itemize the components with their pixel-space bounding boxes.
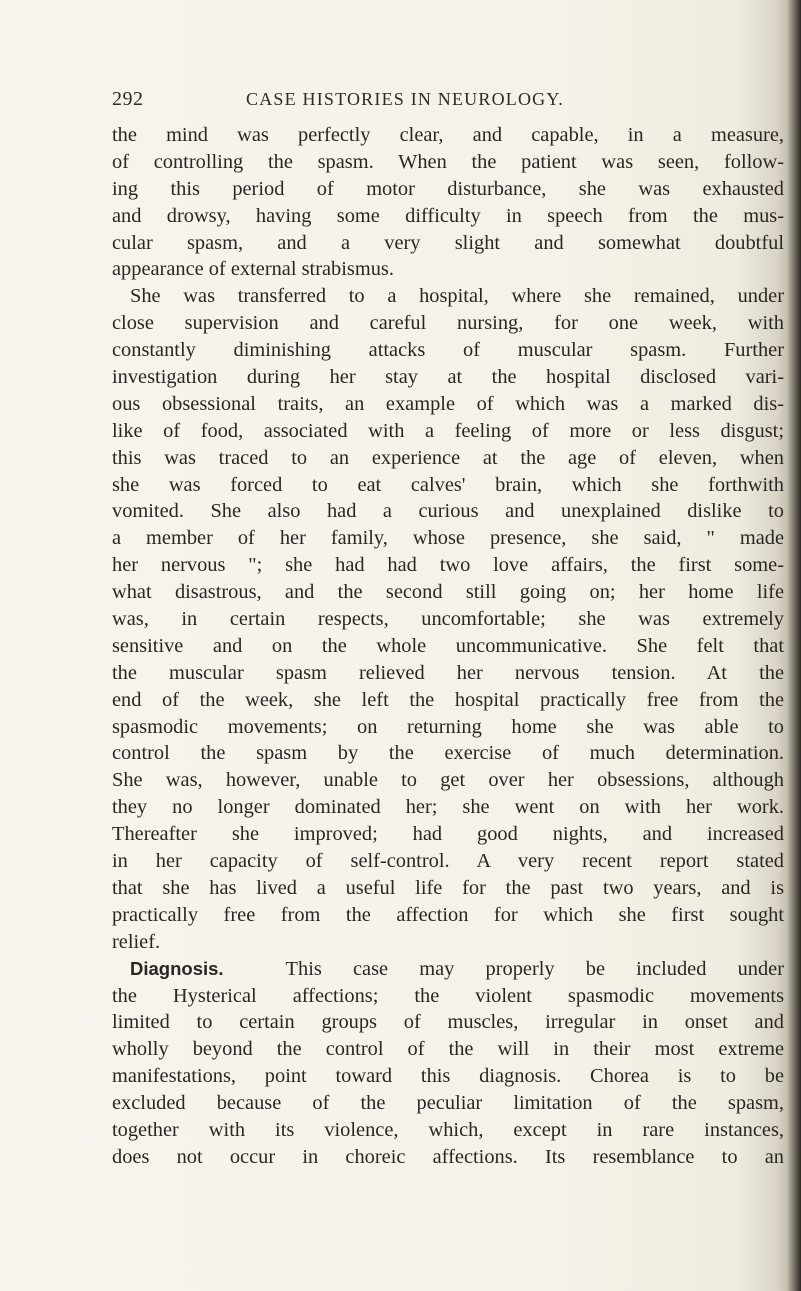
text-line: the Hysterical affections; the violent spasmodic movements <box>112 984 784 1007</box>
text-line: limited to certain groups of muscles, irregular in onset and <box>112 1011 784 1034</box>
text-line: wholly beyond the control of the will in their most extreme <box>112 1038 784 1061</box>
text-line: they no longer dominated her; she went on with her work. <box>112 796 784 819</box>
text-line: control the spasm by the exercise of much determination. <box>112 742 784 765</box>
text-line <box>112 956 784 983</box>
text-line: of controlling the spasm. When the patient was seen, follow- <box>112 150 784 173</box>
text-line: like of food, associated with a feeling of more or less disgust; <box>112 419 784 442</box>
text-line: close supervision and careful nursing, for one week, with <box>112 312 784 335</box>
text-line-rest: This case may properly be included under <box>285 957 784 980</box>
running-head: CASE HISTORIES IN NEUROLOGY. <box>246 89 564 109</box>
paragraph-diagnosis <box>112 956 784 1171</box>
text-line: she was forced to eat calves' brain, which she forthwith <box>112 473 784 496</box>
text-line: in her capacity of self-control. A very recent report stated <box>112 850 784 873</box>
text-line: cular spasm, and a very slight and somewhat doubtful <box>112 231 784 254</box>
page-number: 292 <box>112 88 144 110</box>
text-line: end of the week, she left the hospital practically free from the <box>112 688 784 711</box>
text-line: manifestations, point toward this diagnosis. Chorea is to be <box>112 1065 784 1088</box>
text-line: investigation during her stay at the hospital disclosed vari- <box>112 366 784 389</box>
text-line: vomited. She also had a curious and unexplained dislike to <box>112 500 784 523</box>
text-line: together with its violence, which, except in rare instances, <box>112 1118 784 1141</box>
text-line: spasmodic movements; on returning home she was able to <box>112 715 784 738</box>
text-line: a member of her family, whose presence, she said, " made <box>112 527 784 550</box>
text-line: constantly diminishing attacks of muscular spasm. Further <box>112 339 784 362</box>
text-line: does not occur in choreic affections. Its resemblance to an <box>112 1145 784 1168</box>
text-line: ous obsessional traits, an example of which was a marked dis- <box>112 392 784 415</box>
text-line: excluded because of the peculiar limitation of the spasm, <box>112 1092 784 1115</box>
paragraph-2 <box>112 283 784 955</box>
text-line: She was, however, unable to get over her obsessions, although <box>112 769 784 792</box>
diagnosis-heading: Diagnosis. <box>130 957 224 979</box>
text-line: this was traced to an experience at the age of eleven, when <box>112 446 784 469</box>
text-line: was, in certain respects, uncomfortable; she was extremely <box>112 608 784 631</box>
text-line: relief. <box>112 930 161 953</box>
text-line: the mind was perfectly clear, and capable, in a measure, <box>112 124 784 146</box>
page-header <box>0 88 801 114</box>
text-line: the muscular spasm relieved her nervous tension. At the <box>112 661 784 684</box>
text-line: She was transferred to a hospital, where she remained, under <box>130 285 784 308</box>
text-line: and drowsy, having some difficulty in speech from the mus- <box>112 204 784 227</box>
text-line: ing this period of motor disturbance, she was exhausted <box>112 177 784 200</box>
text-line: that she has lived a useful life for the past two years, and is <box>112 876 784 899</box>
text-line: sensitive and on the whole uncommunicative. She felt that <box>112 634 784 657</box>
book-spine-shadow <box>787 0 801 1291</box>
paragraph-1 <box>112 122 784 283</box>
text-line: what disastrous, and the second still going on; her home life <box>112 581 784 604</box>
text-line: her nervous "; she had had two love affairs, the first some- <box>112 554 784 577</box>
text-line: Thereafter she improved; had good nights, and increased <box>112 823 784 846</box>
text-line: appearance of external strabismus. <box>112 258 394 281</box>
body-text <box>112 122 784 1171</box>
text-line: practically free from the affection for which she first sought <box>112 903 784 926</box>
